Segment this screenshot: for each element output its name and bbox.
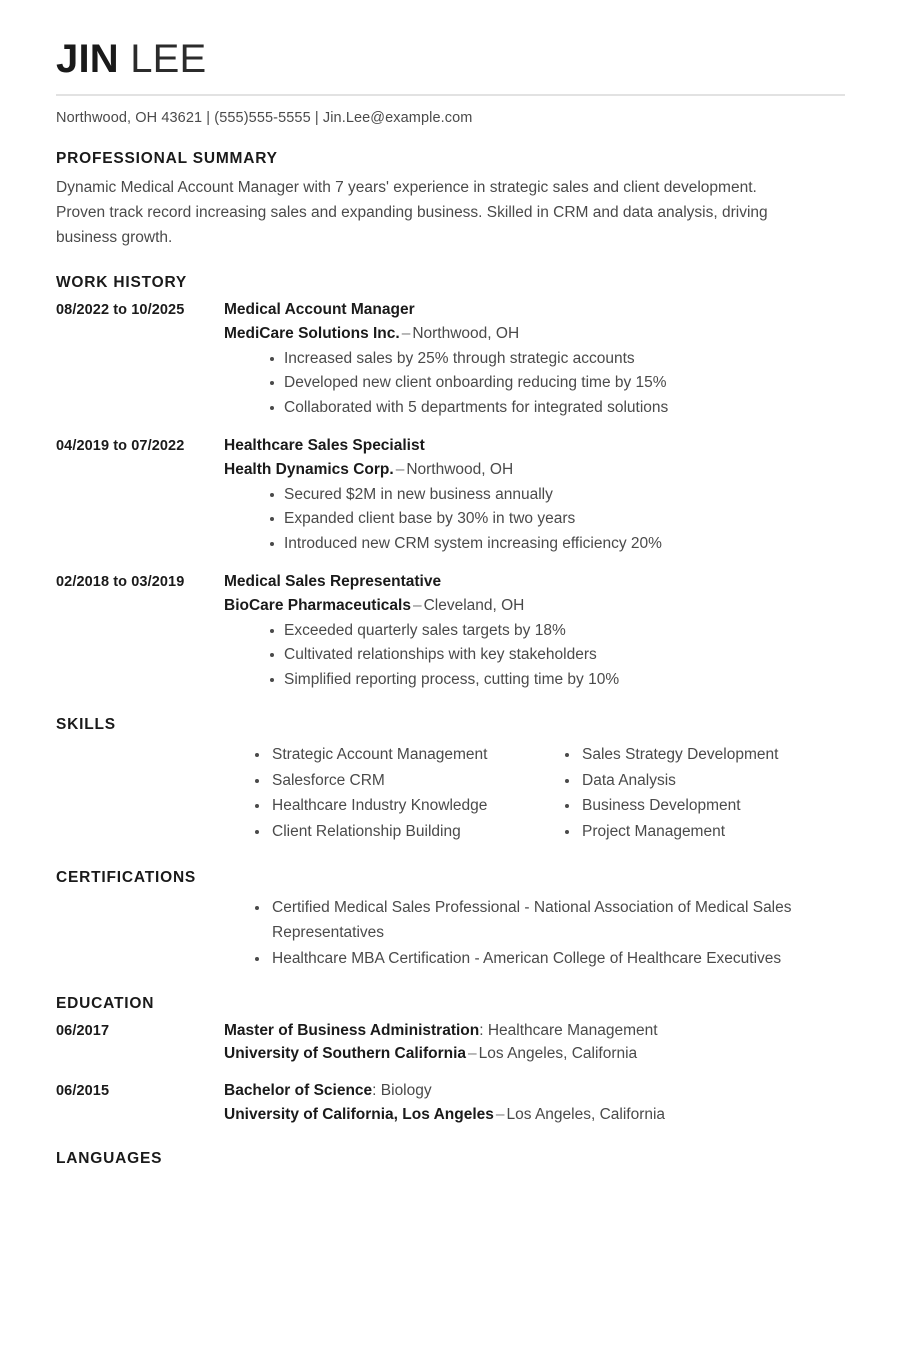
work-entry-location: Northwood, OH [406,460,514,478]
work-history-entry [56,434,845,556]
skills-list-1 [255,742,565,844]
resume-header [0,0,900,126]
work-entry-bullet-list [224,483,845,556]
section-skills [0,716,900,844]
certification-item: Certified Medical Sales Professional - National Association of Medical Sales Representatives [255,895,835,945]
work-entry-job-title: Healthcare Sales Specialist [224,437,425,455]
education-degree-name: Master of Business Administration [224,1021,480,1039]
work-entry-bullet: Collaborated with 5 departments for integrated solutions [270,396,845,420]
work-entry-org-line [224,594,845,617]
certification-item: Healthcare MBA Certification - American College of Healthcare Executives [255,946,835,971]
work-entry-body [224,570,845,692]
section-work-history [0,274,900,692]
work-entry-org-line [224,458,845,481]
section-certifications [0,869,900,971]
education-school-name: University of California, Los Angeles [224,1105,494,1123]
work-entry-bullet: Cultivated relationships with key stakeholders [270,643,845,667]
work-entry-bullet: Secured $2M in new business annually [270,483,845,507]
section-professional-summary [0,150,900,250]
skill-item: Client Relationship Building [255,819,565,845]
candidate-name [56,38,845,80]
education-school-line [224,1042,845,1065]
skills-list-2 [565,742,778,844]
work-entry-separator: – [401,324,411,342]
education-separator: – [495,1105,505,1123]
work-entry-bullet-list [224,347,845,420]
education-entry [56,1019,845,1066]
work-entry-location: Northwood, OH [412,324,520,342]
skill-item: Healthcare Industry Knowledge [255,793,565,819]
work-history-entry [56,570,845,692]
education-separator: – [468,1045,477,1063]
work-entry-bullet: Introduced new CRM system increasing efficiency 20% [270,532,845,556]
skill-item: Salesforce CRM [255,768,565,794]
education-degree-line [224,1019,845,1042]
skill-item: Strategic Account Management [255,742,565,768]
education-entry-body [224,1019,845,1066]
education-school-line [224,1103,845,1126]
work-entry-separator: – [412,596,422,614]
contact-line: Northwood, OH 43621 | (555)555-5555 | Jin.Lee@example.com [56,110,473,126]
education-degree-name: Bachelor of Science [224,1082,373,1100]
section-title-work-history: WORK HISTORY [56,274,188,292]
education-degree-field: : Healthcare Management [479,1021,658,1039]
work-entry-dates: 08/2022 to 10/2025 [56,302,185,319]
skills-column-1 [255,742,565,844]
work-entry-organization: BioCare Pharmaceuticals [224,596,411,614]
work-entry-location: Cleveland, OH [423,596,525,614]
education-entry-dates: 06/2017 [56,1022,110,1039]
section-title-languages: LANGUAGES [56,1149,163,1167]
section-title-professional-summary: PROFESSIONAL SUMMARY [56,150,278,167]
skill-item: Data Analysis [565,768,778,794]
work-entry-bullet: Expanded client base by 30% in two years [270,507,845,531]
certifications-body [56,895,845,971]
work-entry-dates: 04/2019 to 07/2022 [56,438,185,455]
skills-columns [56,742,845,844]
work-entry-bullet: Developed new client onboarding reducing time by 15% [270,371,845,395]
education-location: Los Angeles, California [478,1045,638,1063]
section-title-certifications: CERTIFICATIONS [56,868,197,886]
work-entry-org-line [224,322,845,345]
education-entry [56,1079,845,1126]
work-entry-organization: MediCare Solutions Inc. [224,324,400,342]
section-title-skills: SKILLS [56,716,116,734]
work-entry-organization: Health Dynamics Corp. [224,460,394,478]
certifications-list [255,895,835,971]
skills-column-2 [565,742,778,844]
section-languages [0,1150,900,1177]
work-entry-bullet: Simplified reporting process, cutting time by 10% [270,668,845,692]
section-title-education: EDUCATION [56,994,155,1012]
work-entry-body [224,298,845,420]
work-entry-job-title: Medical Account Manager [224,301,415,319]
work-entry-bullet: Exceeded quarterly sales targets by 18% [270,619,845,643]
header-divider [56,94,845,96]
section-education [0,995,900,1126]
skill-item: Project Management [565,819,778,845]
work-entry-body [224,434,845,556]
work-entry-bullet-list [224,619,845,692]
work-entry-bullet: Increased sales by 25% through strategic accounts [270,347,845,371]
work-entry-separator: – [395,460,405,478]
last-name: LEE [130,37,207,81]
work-entry-job-title: Medical Sales Representative [224,573,442,591]
education-location: Los Angeles, California [506,1105,666,1123]
education-school-name: University of Southern California [224,1045,467,1063]
languages-body [56,1176,845,1177]
education-entry-dates: 06/2015 [56,1083,110,1100]
work-entry-dates: 02/2018 to 03/2019 [56,574,185,591]
professional-summary-text: Dynamic Medical Account Manager with 7 years' experience in strategic sales and client development. Proven track record increasing sales and expanding business. Skilled in CRM and data analysis, driving business growth. [56,179,768,246]
skill-item: Business Development [565,793,778,819]
education-degree-line [224,1079,845,1102]
work-history-entry [56,298,845,420]
education-degree-field: : Biology [372,1082,432,1100]
education-entry-body [224,1079,845,1126]
skill-item: Sales Strategy Development [565,742,778,768]
first-name: JIN [56,37,119,81]
